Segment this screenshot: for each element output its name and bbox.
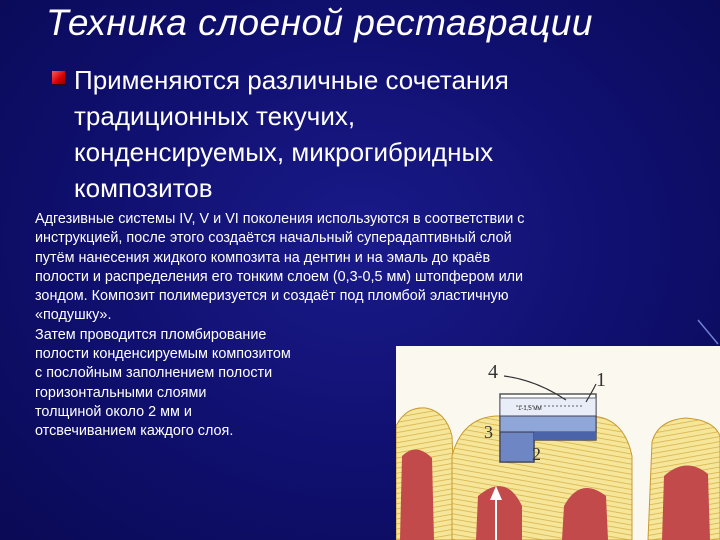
corner-decoration: [696, 318, 720, 348]
body-line: толщиной около 2 мм и: [35, 403, 192, 420]
body-line: отсвечиванием каждого слоя.: [35, 423, 234, 440]
right-tooth-pulp: [662, 465, 710, 540]
body-line: инструкцией, после этого создаётся начальный суперадаптивный слой: [35, 230, 512, 247]
measure-label: 1-1,5 мм: [518, 406, 542, 412]
body-line: полости и распределения его тонким слоем (0,3-0,5 мм) штопфером или: [35, 268, 524, 285]
bullet-text: [74, 62, 634, 206]
bullet-line: композитов: [74, 173, 213, 203]
body-line: путём нанесения жидкого композита на дентин и на эмаль до краёв: [35, 249, 491, 266]
label-4: 4: [488, 361, 498, 383]
bullet-line: конденсируемых, микрогибридных: [74, 137, 494, 167]
filling-base-layer: [500, 432, 534, 462]
filling-mid-layer: [500, 416, 596, 432]
filling-top-layer: [500, 398, 596, 416]
body-line: Затем проводится пломбирование: [35, 326, 267, 343]
body-line: Адгезивные системы IV, V и VI поколения используются в соответствии с: [35, 211, 525, 227]
body-line: с послойным заполнением полости: [35, 365, 273, 382]
label-2: 2: [532, 444, 541, 464]
label-3: 3: [484, 422, 493, 442]
slide-title: Техника слоеной реставрации: [46, 2, 593, 43]
liner-layer: [534, 432, 596, 440]
body-line: зондом. Композит полимеризуется и создаёт под пломбой эластичную: [35, 288, 509, 305]
bullet-line: Применяются различные сочетания: [74, 65, 509, 95]
body-line: «подушку».: [35, 307, 112, 324]
bullet-line: традиционных текучих,: [74, 101, 356, 131]
red-square-bullet-icon: [52, 71, 65, 84]
body-line: горизонтальными слоями: [35, 384, 207, 401]
body-line: полости конденсируемым композитом: [35, 346, 291, 363]
bullet-item: [52, 62, 692, 206]
label-1: 1: [596, 369, 606, 391]
tooth-diagram-svg: [396, 346, 720, 540]
left-tooth-pulp: [400, 449, 434, 540]
tooth-layering-diagram: [396, 346, 720, 540]
